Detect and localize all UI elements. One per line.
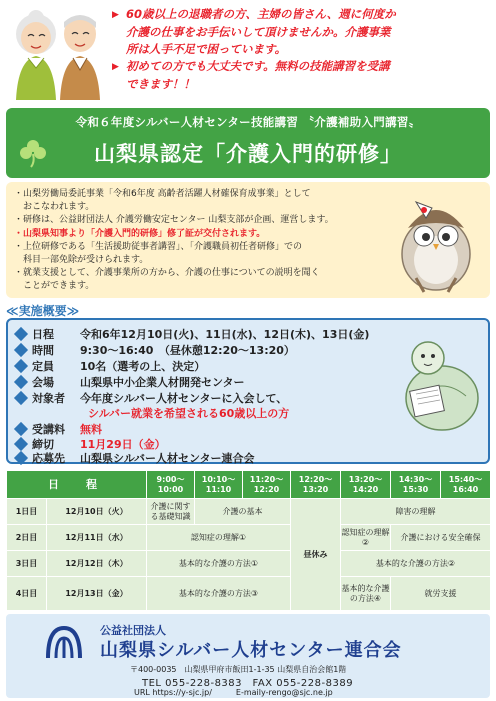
info-line: 科目一部免除が受けられます。 [14, 255, 149, 266]
time-slot: 14:30～15:30 [391, 471, 441, 499]
day-label: 3日目 [7, 551, 47, 577]
overview-value: 今年度シルバー人材センターに入会して、 [80, 392, 288, 405]
info-line: おこなわれます。 [14, 202, 95, 213]
overview-row [16, 342, 295, 358]
info-line: ・就業支援として、介護事業所の方から、介護の仕事についての説明を聞く [14, 268, 320, 279]
schedule-row [7, 577, 491, 611]
info-line-highlight: ・山梨県知事より「介護入門的研修」修了証が交付されます。 [14, 228, 266, 239]
diamond-bullet-icon [14, 422, 28, 436]
overview-value: 11月29日（金） [80, 438, 166, 451]
overview-value: 令和6年12月10日(火)、11日(水)、12日(木)、13日(金) [80, 328, 370, 341]
program-info-list [14, 188, 386, 294]
page-subtitle: 令和６年度シルバー人材センター技能講習 〝介護補助入門講習〟 [75, 115, 421, 129]
organization-logo [42, 624, 86, 662]
time-slot: 11:20～12:20 [243, 471, 291, 499]
arrow-bullet-icon: ▶ [112, 10, 119, 20]
overview-key: 時間 [32, 344, 54, 357]
overview-key: 応募先 [32, 452, 65, 465]
time-slot: 10:10～11:10 [195, 471, 243, 499]
note-line: ▶ 初めての方でも大丈夫です。無料の技能講習を受講 [112, 59, 390, 73]
arrow-bullet-icon: ▶ [112, 62, 119, 72]
time-slot: 12:20～13:20 [291, 471, 341, 499]
page-title: 山梨県認定「介護入門的研修」 [94, 142, 402, 166]
intro-section [0, 0, 496, 104]
overview-key: 日程 [32, 328, 54, 341]
diamond-bullet-icon [14, 375, 28, 389]
day-label: 2日目 [7, 525, 47, 551]
session-cell: 基本的な介護の方法② [341, 551, 491, 577]
session-cell: 介護の基本 [195, 499, 291, 525]
overview-box [6, 318, 490, 464]
schedule-row [7, 551, 491, 577]
session-cell: 基本的な介護の方法④ [341, 577, 391, 611]
overview-key: 締切 [32, 438, 54, 451]
overview-value: 無料 [80, 423, 102, 436]
schedule-header-row [7, 471, 491, 499]
overview-key: 受講料 [32, 423, 65, 436]
note-line: 所は人手不足で困っています。 [126, 42, 287, 56]
session-cell: 就労支援 [391, 577, 491, 611]
overview-row [16, 450, 255, 466]
session-cell: 障害の理解 [341, 499, 491, 525]
day-label: 1日目 [7, 499, 47, 525]
website-email[interactable]: URL https://y-sjc.jp/ E-maily-rengo@sjc.ne.jp [134, 688, 333, 697]
diamond-bullet-icon [14, 327, 28, 341]
time-slot: 15:40～16:40 [441, 471, 491, 499]
target-audience-note: シルバー就業を希望される60歳以上の方 [88, 407, 290, 420]
recruitment-notes [112, 6, 492, 93]
info-line: ことができます。 [14, 281, 95, 292]
note-line: ▶ 60歳以上の退職者の方、主婦の皆さん、週に何度か [112, 7, 396, 21]
diamond-bullet-icon [14, 451, 28, 465]
info-line: ・上位研修である「生活援助従事者講習」、「介護職員初任者研修」での [14, 241, 303, 252]
organization-name: 山梨県シルバー人材センター連合会 [100, 640, 402, 661]
day-label: 4日目 [7, 577, 47, 611]
lunch-break: 昼休み [291, 499, 341, 611]
overview-value: 9:30～16:40 （昼休憩12:20～13:20） [80, 344, 295, 357]
title-band [6, 108, 490, 178]
overview-row [16, 390, 287, 406]
day-date: 12月10日（火） [47, 499, 147, 525]
session-cell: 介護に関する基礎知識 [147, 499, 195, 525]
turtle-mascot-illustration [398, 336, 482, 436]
phone-fax: TEL 055-228-8383 FAX 055-228-8389 [142, 678, 354, 689]
program-info-box [6, 182, 490, 298]
session-cell: 認知症の理解① [147, 525, 291, 551]
session-cell: 基本的な介護の方法① [147, 551, 291, 577]
overview-value: 山梨県中小企業人材開発センター [80, 376, 245, 389]
schedule-title: 日 程 [7, 471, 147, 499]
session-cell: 認知症の理解② [341, 525, 391, 551]
overview-row [16, 326, 369, 342]
note-line: 介護の仕事をお手伝いして頂けませんか。介護事業 [126, 25, 391, 39]
schedule-row [7, 499, 491, 525]
schedule-table [6, 470, 491, 611]
day-date: 12月11日（水） [47, 525, 147, 551]
overview-row [16, 358, 205, 374]
note-line: できます！！ [126, 77, 195, 91]
info-line: ・研修は、公益財団法人 介護労働安定センター 山梨支部が企画、運営します。 [14, 215, 334, 226]
overview-value: 山梨県シルバー人材センター連合会 [80, 452, 255, 465]
overview-heading: ≪実施概要≫ [6, 304, 80, 318]
schedule-row [7, 525, 491, 551]
overview-key: 定員 [32, 360, 54, 373]
owl-mascot-illustration [386, 188, 486, 294]
session-cell: 基本的な介護の方法③ [147, 577, 291, 611]
organization-footer [6, 614, 490, 698]
overview-key: 会場 [32, 376, 54, 389]
organization-type: 公益社団法人 [100, 624, 166, 637]
time-slot: 9:00～10:00 [147, 471, 195, 499]
overview-key: 対象者 [32, 392, 65, 405]
day-date: 12月13日（金） [47, 577, 147, 611]
overview-value: 10名（選考の上、決定） [80, 360, 206, 373]
overview-row [16, 374, 245, 390]
diamond-bullet-icon [14, 343, 28, 357]
overview-row [16, 421, 102, 437]
diamond-bullet-icon [14, 437, 28, 451]
diamond-bullet-icon [14, 391, 28, 405]
day-date: 12月12日（木） [47, 551, 147, 577]
session-cell: 介護における安全確保 [391, 525, 491, 551]
info-line: ・山梨労働局委託事業「令和6年度 高齢者活躍人材確保育成事業」として [14, 189, 311, 199]
address: 〒400-0035 山梨県甲府市飯田1-1-35 山梨県自治会館1階 [130, 665, 347, 674]
time-slot: 13:20～14:20 [341, 471, 391, 499]
elderly-couple-illustration [6, 4, 110, 100]
diamond-bullet-icon [14, 359, 28, 373]
